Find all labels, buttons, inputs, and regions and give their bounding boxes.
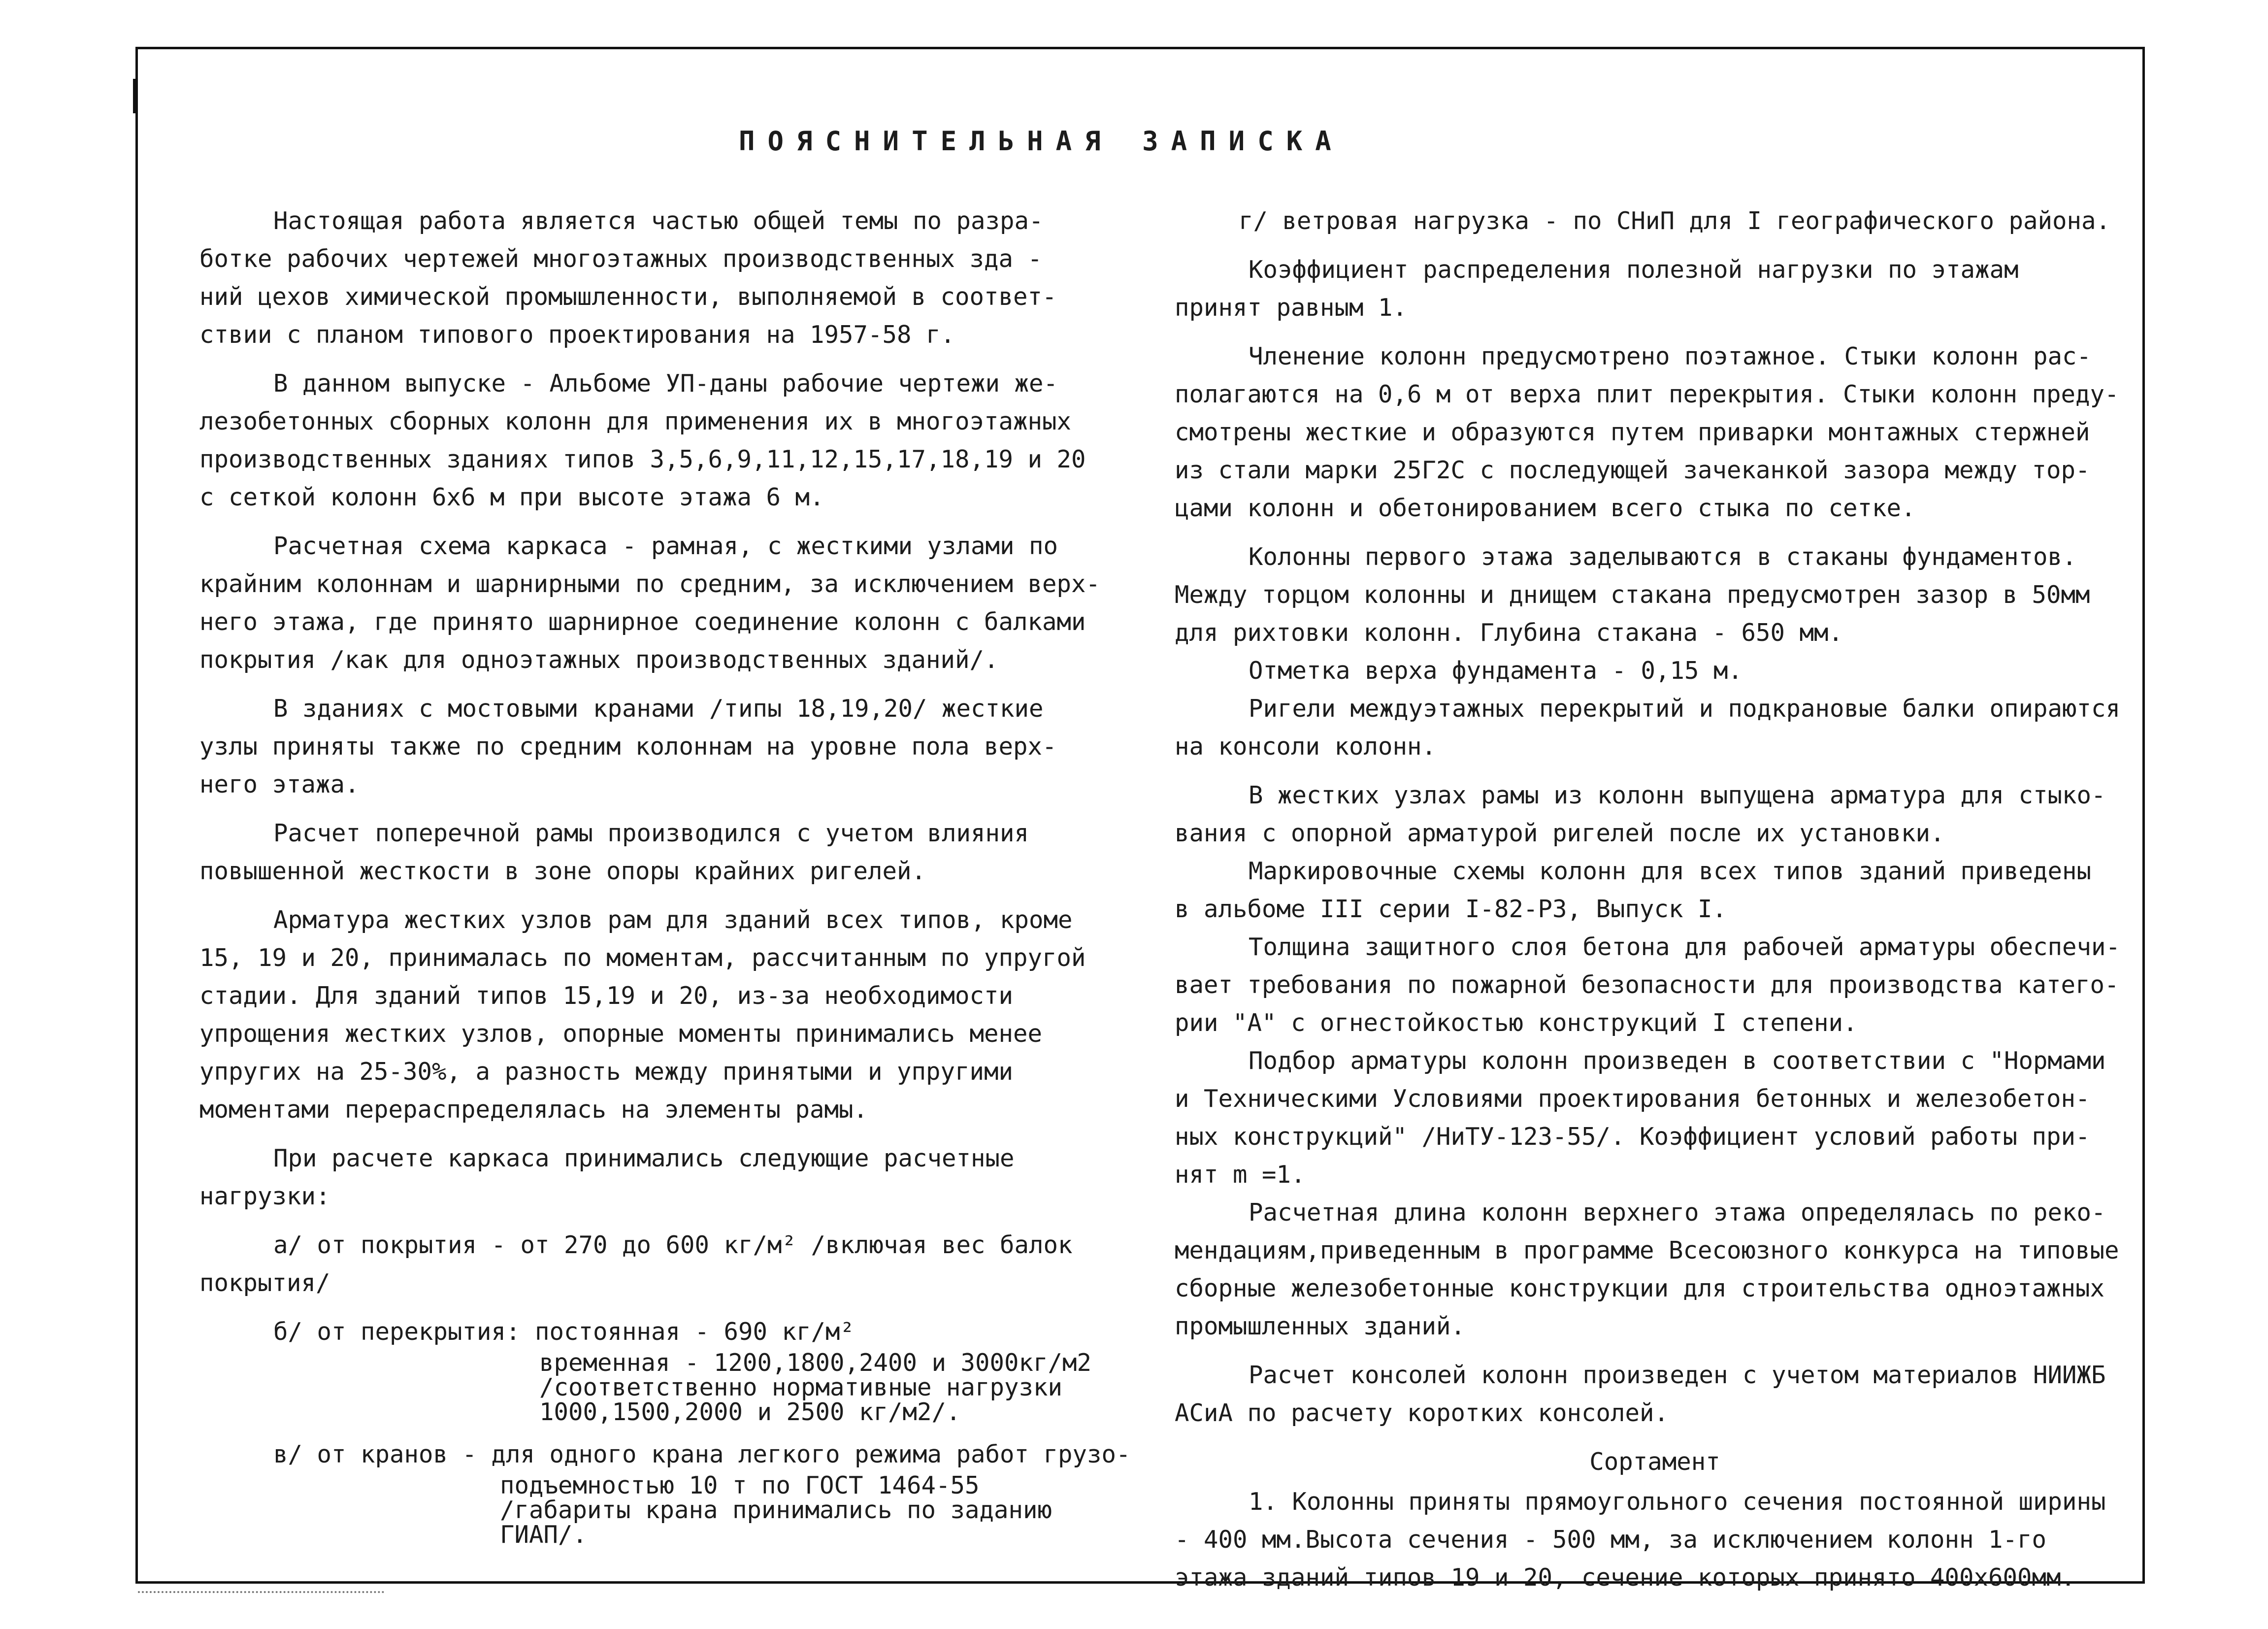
text-line: мендациям,приведенным в программе Всесоюзного конкурса на типовые [1175, 1236, 2119, 1264]
text-line: ГИАП/. [500, 1521, 588, 1549]
text-line: этажа зданий типов 19 и 20, сечение которых принято 400х600мм. [1175, 1563, 2076, 1592]
text-line: в/ от кранов - для одного крана легкого режима работ грузо- [273, 1440, 1131, 1468]
text-line: него этажа. [199, 770, 360, 798]
text-line: а/ от покрытия - от 270 до 600 кг/м² /включая вес балок [273, 1231, 1073, 1259]
text-line: Арматура жестких узлов рам для зданий всех типов, кроме [273, 906, 1073, 934]
text-line: рии "А" с огнестойкостью конструкций I степени. [1175, 1009, 1858, 1037]
paragraph-sortament [1175, 1483, 2135, 1596]
text-line: упрощения жестких узлов, опорные моменты принимались менее [199, 1020, 1043, 1048]
text-line: АСиА по расчету коротких консолей. [1175, 1399, 1669, 1427]
load-crane [199, 1435, 1145, 1547]
text-line: ствии с планом типового проектирования на 1957-58 г. [199, 321, 955, 349]
text-line: В данном выпуске - Альбоме УП-даны рабочие чертежи же- [273, 369, 1058, 398]
paragraph-details [1175, 776, 2135, 1345]
paragraph-intro [199, 202, 1145, 354]
paragraph-loads [199, 1139, 1145, 1215]
section-heading-sortament: Сортамент [1589, 1448, 1720, 1476]
paragraph-scheme [199, 527, 1145, 679]
text-line: упругих на 25-30%, а разность между принятыми и упругими [199, 1058, 1014, 1086]
text-line: Расчетная схема каркаса - рамная, с жесткими узлами по [273, 532, 1058, 560]
text-line: Настоящая работа является частью общей темы по разра- [273, 207, 1044, 235]
text-line: Коэффициент распределения полезной нагрузки по этажам [1249, 256, 2019, 284]
text-line: Членение колонн предусмотрено поэтажное. Стыки колонн рас- [1249, 342, 2092, 370]
text-line: Расчет поперечной рамы производился с учетом влияния [273, 819, 1029, 847]
text-line: узлы приняты также по средним колоннам на уровне пола верх- [199, 732, 1057, 761]
text-line: нагрузки: [199, 1182, 330, 1210]
text-line: Подбор арматуры колонн произведен в соответствии с "Нормами [1249, 1047, 2106, 1075]
text-line: моментами перераспределялась на элементы рамы. [199, 1096, 868, 1124]
paragraph-album [199, 365, 1145, 516]
text-line: В зданиях с мостовыми кранами /типы 18,19,20/ жесткие [273, 695, 1044, 723]
text-line: Ригели междуэтажных перекрытий и подкрановые балки опираются [1249, 695, 2121, 723]
text-line: него этажа, где принято шарнирное соединение колонн с балками [199, 608, 1086, 636]
text-line: производственных зданиях типов 3,5,6,9,11,12,15,17,18,19 и 20 [199, 445, 1086, 473]
paragraph-foundation [1175, 538, 2135, 765]
text-line: 1000,1500,2000 и 2500 кг/м2/. [539, 1398, 961, 1426]
text-line: - 400 мм.Высота сечения - 500 мм, за исключением колонн 1-го [1175, 1526, 2047, 1554]
text-line: 1. Колонны приняты прямоугольного сечения постоянной ширины [1249, 1488, 2106, 1516]
text-line: /соответственно нормативные нагрузки [539, 1373, 1063, 1401]
text-line: промышленных зданий. [1175, 1312, 1466, 1340]
text-line: /габариты крана принимались по заданию [500, 1496, 1052, 1524]
text-line: ных конструкций" /НиТУ-123-55/. Коэффициент условий работы при- [1175, 1123, 2090, 1151]
load-wind [1175, 202, 2135, 240]
scan-artifact [138, 1591, 384, 1596]
text-line: Между торцом колонны и днищем стакана предусмотрен зазор в 50мм [1175, 581, 2090, 609]
paragraph-reinforcement [199, 901, 1145, 1129]
text-line: Маркировочные схемы колонн для всех типов зданий приведены [1249, 857, 2092, 885]
text-line: ний цехов химической промышленности, выполняемой в соответ- [199, 283, 1057, 311]
paragraph-joints [1175, 337, 2135, 527]
text-line: с сеткой колонн 6х6 м при высоте этажа 6 м. [199, 483, 824, 511]
binding-mark [133, 79, 142, 113]
text-line: повышенной жесткости в зоне опоры крайних ригелей. [199, 857, 926, 885]
text-line: Расчет консолей колонн произведен с учетом материалов НИИЖБ [1249, 1361, 2106, 1389]
text-line: б/ от перекрытия: постоянная - 690 кг/м² [273, 1318, 855, 1346]
text-line: Колонны первого этажа заделываются в стаканы фундаментов. [1249, 543, 2077, 571]
text-line: 15, 19 и 20, принималась по моментам, рассчитанным по упругой [199, 944, 1086, 972]
load-floor [199, 1313, 1145, 1425]
text-line: ботке рабочих чертежей многоэтажных производственных зда - [199, 245, 1043, 273]
text-line: цами колонн и обетонированием всего стыка по сетке. [1175, 494, 1916, 522]
text-line: для рихтовки колонн. Глубина стакана - 650 мм. [1175, 619, 1843, 647]
right-column [1175, 202, 2135, 1607]
text-line: из стали марки 25Г2С с последующей зачеканкой зазора между тор- [1175, 456, 2090, 484]
text-line: в альбоме III серии I-82-Р3, Выпуск I. [1175, 895, 1727, 923]
document-title: ПОЯСНИТЕЛЬНАЯ ЗАПИСКА [739, 126, 1344, 157]
text-line: покрытия /как для одноэтажных производственных зданий/. [199, 646, 999, 674]
text-line: В жестких узлах рамы из колонн выпущена арматура для стыко- [1249, 781, 2106, 809]
text-line: временная - 1200,1800,2400 и 3000кг/м2 [539, 1349, 1092, 1377]
text-line: При расчете каркаса принимались следующие расчетные [273, 1144, 1015, 1172]
paragraph-cranes [199, 690, 1145, 803]
load-roof [199, 1226, 1145, 1302]
paragraph-distribution [1175, 251, 2135, 327]
text-line: на консоли колонн. [1175, 732, 1437, 761]
text-line: покрытия/ [199, 1269, 330, 1297]
text-line: крайним колоннам и шарнирными по средним, за исключением верх- [199, 570, 1101, 598]
text-line: принят равным 1. [1175, 294, 1408, 322]
text-line: и Техническими Условиями проектирования бетонных и железобетон- [1175, 1085, 2090, 1113]
text-line: Расчетная длина колонн верхнего этажа определялась по реко- [1249, 1198, 2106, 1227]
text-line: нят m =1. [1175, 1161, 1306, 1189]
paragraph-consoles [1175, 1356, 2135, 1432]
text-line: Толщина защитного слоя бетона для рабочей арматуры обеспечи- [1249, 933, 2121, 961]
text-line: Отметка верха фундамента - 0,15 м. [1249, 657, 1743, 685]
paragraph-frame-calc [199, 814, 1145, 890]
text-line: г/ ветровая нагрузка - по СНиП для I географического района. [1239, 207, 2111, 235]
text-line: вает требования по пожарной безопасности для производства катего- [1175, 971, 2119, 999]
left-column [199, 202, 1145, 1558]
text-line: вания с опорной арматурой ригелей после их установки. [1175, 819, 1945, 847]
text-line: подъемностью 10 т по ГОСТ 1464-55 [500, 1471, 980, 1499]
text-line: лезобетонных сборных колонн для применения их в многоэтажных [199, 407, 1072, 435]
text-line: стадии. Для зданий типов 15,19 и 20, из-за необходимости [199, 982, 1014, 1010]
text-line: смотрены жесткие и образуются путем приварки монтажных стержней [1175, 418, 2090, 446]
text-line: сборные железобетонные конструкции для строительства одноэтажных [1175, 1274, 2105, 1302]
text-line: полагаются на 0,6 м от верха плит перекрытия. Стыки колонн преду- [1175, 380, 2119, 408]
